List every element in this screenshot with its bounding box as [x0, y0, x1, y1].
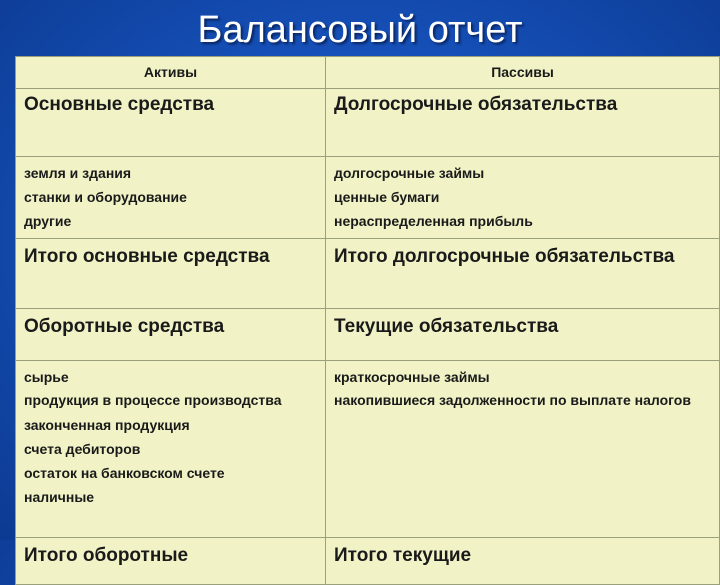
current-assets-total: Итого оборотные	[16, 538, 326, 585]
table-row	[16, 89, 720, 157]
long-term-liabilities-total: Итого долгосрочные обязательства	[326, 239, 720, 309]
fixed-assets-total: Итого основные средства	[16, 239, 326, 309]
list-item: станки и оборудование	[24, 189, 187, 205]
list-item: ценные бумаги	[334, 189, 440, 205]
fixed-assets-heading: Основные средства	[16, 89, 326, 157]
table-row	[16, 309, 720, 361]
list-item: долгосрочные займы	[334, 165, 485, 181]
current-assets-heading: Оборотные средства	[16, 309, 326, 361]
table-row	[16, 157, 720, 239]
table-row	[16, 361, 720, 538]
list-item: сырье	[24, 369, 69, 385]
table-row	[16, 538, 720, 585]
list-item: другие	[24, 213, 72, 229]
header-assets: Активы	[16, 57, 326, 89]
current-liabilities-items	[326, 361, 720, 538]
table-row	[16, 239, 720, 309]
list-item: нераспределенная прибыль	[334, 213, 533, 229]
list-item: остаток на банковском счете	[24, 465, 225, 481]
long-term-liabilities-heading: Долгосрочные обязательства	[326, 89, 720, 157]
fixed-assets-items	[16, 157, 326, 239]
list-item: земля и здания	[24, 165, 132, 181]
current-liabilities-heading: Текущие обязательства	[326, 309, 720, 361]
current-liabilities-total: Итого текущие	[326, 538, 720, 585]
list-item: наличные	[24, 489, 95, 505]
current-assets-items	[16, 361, 326, 538]
table-header-row	[16, 57, 720, 89]
list-item: продукция в процессе производства	[24, 392, 282, 408]
slide-title: Балансовый отчет	[197, 9, 523, 51]
long-term-liabilities-items	[326, 157, 720, 239]
balance-sheet-table	[15, 56, 720, 585]
header-liabilities: Пассивы	[326, 57, 720, 89]
list-item: счета дебиторов	[24, 441, 141, 457]
list-item: накопившиеся задолженности по выплате налогов	[334, 392, 691, 408]
list-item: краткосрочные займы	[334, 369, 490, 385]
list-item: законченная продукция	[24, 417, 190, 433]
